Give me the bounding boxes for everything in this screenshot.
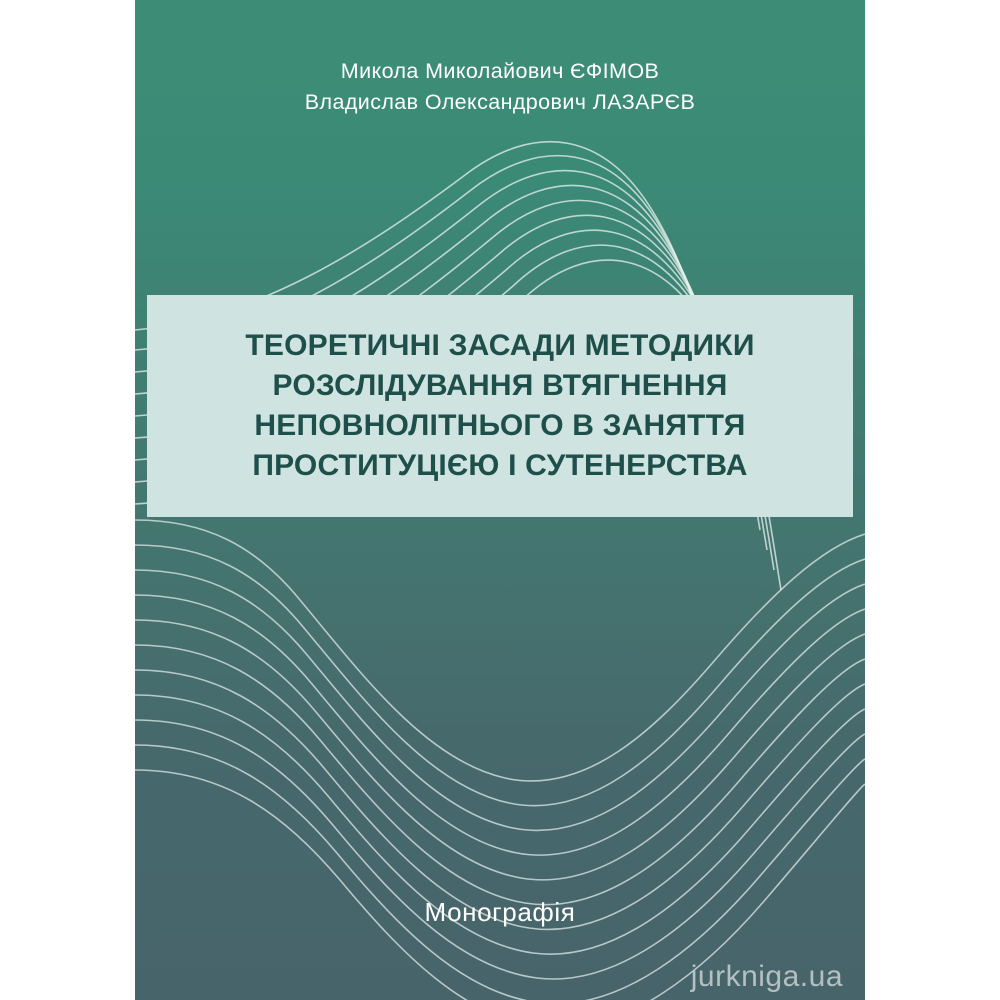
author-line-1: Микола Миколайович ЄФІМОВ xyxy=(340,59,660,83)
author-line-2: Владислав Олександрович ЛАЗАРЄВ xyxy=(304,89,696,114)
book-title xyxy=(147,326,853,486)
title-band xyxy=(147,295,853,517)
title-line-2: РОЗСЛІДУВАННЯ ВТЯГНЕННЯ xyxy=(272,369,728,403)
book-cover xyxy=(135,0,865,1000)
author-names xyxy=(135,56,865,117)
site-watermark: jurkniga.ua xyxy=(690,960,843,993)
title-line-4: ПРОСТИТУЦІЄЮ І СУТЕНЕРСТВА xyxy=(252,448,748,482)
title-line-3: НЕПОВНОЛІТНЬОГО В ЗАНЯТТЯ xyxy=(254,409,746,442)
book-subtitle: Монографія xyxy=(424,897,576,927)
title-line-1: ТЕОРЕТИЧНІ ЗАСАДИ МЕТОДИКИ xyxy=(245,329,755,363)
